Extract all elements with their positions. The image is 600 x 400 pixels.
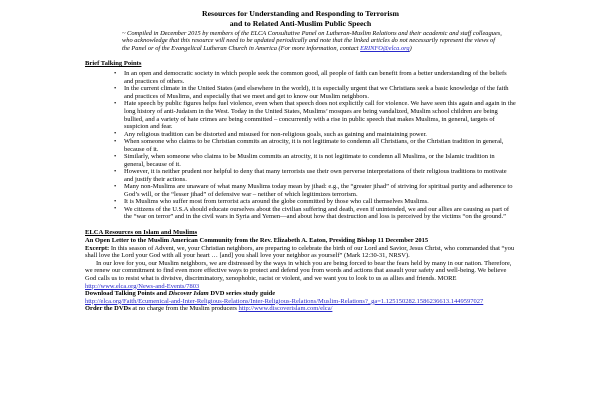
title-line-1: Resources for Understanding and Responding to Terrorism <box>201 9 400 18</box>
download-link[interactable]: http://elca.org/Faith/Ecumenical-and-Inter-Religious-Relations/Inter-Religious-Relations/Muslim-Relations?_ga=1.125150282.1586236613.1449597027 <box>85 297 484 305</box>
order-dvds-label: Order the DVDs <box>85 305 131 313</box>
more-link[interactable]: http://www.elca.org/News-and-Events/7803 <box>85 282 200 290</box>
excerpt-paragraph-2 <box>85 260 516 290</box>
excerpt-text-1: In this season of Advent, we, your Christian neighbors, are preparing to celebrate the birth of our Lord and Savior, Jesus Christ, who commanded that “you shall love the Lord your God with all your heart … [and] you shall love your neighbor as yourself” (Mark 12:30-31, NRSV). <box>85 244 515 260</box>
excerpt-text-2: In our love for you, our Muslim neighbors, we are distressed by the ways in which you are being forced to bear the fears held by many in our nation. Therefore, we renew our commitment to find even more effective ways to protect and defend you from words and actions that assault your safety and well-being. We believe God calls us to resist what is divisive, discriminatory, xenophobic, racist or violent, and we want you to look to us as allies and friends. MORE <box>85 259 512 282</box>
talking-points-list <box>85 70 516 221</box>
download-heading <box>85 290 516 298</box>
order-dvds-link[interactable]: http://www.discoverislam.com/elca/ <box>238 305 333 313</box>
document-title <box>85 9 516 28</box>
contact-email-link[interactable]: ERINFO@elca.org <box>360 44 410 52</box>
excerpt-label: Excerpt: <box>85 244 110 252</box>
talking-point-item: • Any religious tradition can be distorted and misused for non-religious goals, such as gaining and maintaining power. <box>124 131 516 139</box>
compiled-note-text-after: ) <box>409 44 412 52</box>
talking-point-item: • When someone who claims to be Christian commits an atrocity, it is not legitimate to condemn all Christians, or the Christian tradition in general, because of it. <box>124 138 516 153</box>
download-url-line <box>85 298 516 306</box>
compiled-note-text: ~ Compiled in December 2015 by members of the ELCA Consultative Panel on Lutheran-Muslim Relations and their academic and staff colleagues, who acknowledge that this resource will need to be updated periodically and note that the linked articles do not necessarily represent the views of the Panel or of the Evangelical Lutheran Church in America (For more information, contact <box>122 30 502 52</box>
talking-point-item: • Hate speech by public figures helps fuel violence, even when that speech does not explicitly call for violence. We have seen this again and again in the long history of anti-Judaism in the West. Today in the United States, Muslims’ mosques are being vandalized, Muslim school children are being bullied, and a variety of hate crimes are being committed – concurrently with a rise in public speech that makes Muslims, in general, targets of suspicion and fear. <box>124 100 516 130</box>
talking-point-item: • We citizens of the U.S.A should educate ourselves about the civilian suffering and death, even if unintended, we and our allies are causing as part of the “war on terror” and in the civil wars in Syria and Yemen—and about how that destruction and loss is perceived by the victims “on the ground.” <box>124 206 516 221</box>
talking-points-heading: Brief Talking Points <box>85 60 142 68</box>
talking-point-item: • Similarly, when someone who claims to be Muslim commits an atrocity, it is not legitimate to condemn all Muslims, or the Islamic tradition in general, because of it. <box>124 153 516 168</box>
talking-point-item: • In the current climate in the United States (and elsewhere in the world), it is especially urgent that we Christians seek a basic knowledge of the faith and practices of Muslims, and especially that we meet and get to know our Muslim neighbors. <box>124 85 516 100</box>
talking-point-item: • Many non-Muslims are unaware of what many Muslims today mean by jihad: e.g., the “greater jihad” of striving for spiritual purity and adherence to God’s will, or the “lesser jihad” of defensive war – neither of which legitimizes terrorism. <box>124 183 516 198</box>
compiled-note <box>122 30 502 52</box>
open-letter-heading: An Open Letter to the Muslim American Community from the Rev. Elizabeth A. Eaton, Presiding Bishop 11 December 2015 <box>85 236 429 244</box>
download-heading-text-2: DVD series study guide <box>208 290 276 298</box>
elca-resources-heading: ELCA Resources on Islam and Muslims <box>85 228 198 236</box>
talking-point-item: • However, it is neither prudent nor helpful to deny that many terrorists use their own perverse interpretations of their religious traditions to motivate and justify their actions. <box>124 168 516 183</box>
excerpt-paragraph-1 <box>85 245 516 260</box>
download-heading-italic: Discover Islam <box>168 290 209 298</box>
order-dvds-line <box>85 305 516 313</box>
talking-point-item: • It is Muslims who suffer most from terrorist acts around the globe committed by those who call themselves Muslims. <box>124 198 516 206</box>
order-dvds-text: at no charge from the Muslim producers <box>130 305 239 313</box>
title-line-2: and to Related Anti-Muslim Public Speech <box>229 18 372 28</box>
talking-point-item: • In an open and democratic society in which people seek the common good, all people of faith can benefit from a better understanding of the beliefs and practices of others. <box>124 70 516 85</box>
download-heading-text-1: Download Talking Points and <box>85 290 169 298</box>
